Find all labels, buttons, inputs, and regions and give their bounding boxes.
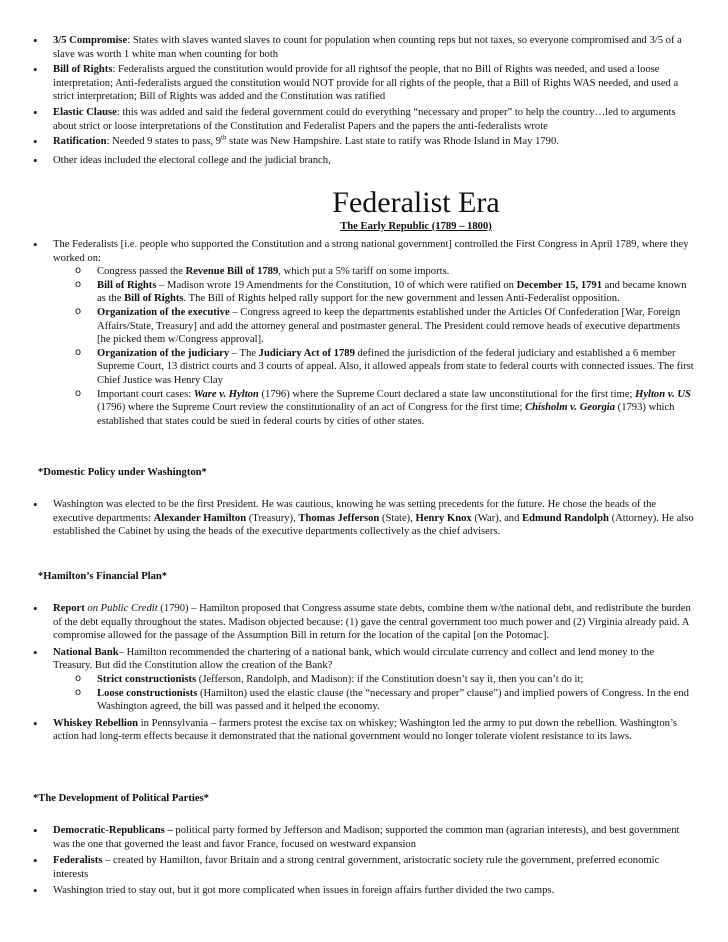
list-item: • Democratic-Republicans – political party formed by Jefferson and Madison; supported the common man (agrarian interests), and best government was the one that governed the least and favor France, focused on westward expansion (0, 824, 728, 851)
sub-list-item: o Bill of Rights – Madison wrote 19 Amendments for the Constitution, 10 of which were ratified on December 15, 1791 and became known as the Bill of Rights. The Bill of Rights helped rally support for the new government and lessen Anti-Federalist opposition. (53, 279, 694, 306)
hamilton-list (0, 602, 728, 744)
sub-list-item: o Strict constructionists (Jefferson, Randolph, and Madison): if the Constitution doesn’t say it, then you can’t do it; (53, 673, 694, 687)
sub-list-item: o Important court cases: Ware v. Hylton (1796) where the Supreme Court declared a state law unconstitutional for the first time; Hylton v. US (1796) where the Supreme Court review the constitutionality of an act of Congress for the first time; Chisholm v. Georgia (1793) which established that states could be sued in federal courts by cities of other states. (53, 388, 694, 429)
list-item: • Washington was elected to be the first President. He was cautious, knowing he was setting precedents for the future. He chose the heads of the executive departments: Alexander Hamilton (Treasury), Thomas Jefferson (State), Henry Knox (War), and Edmund Randolph (Attorney). He also established the Cabinet by using the heads of the executive departments collectively as the chief advisers. (0, 498, 728, 539)
list-item: • Whiskey Rebellion in Pennsylvania – farmers protest the excise tax on whiskey; Washington led the army to put down the rebellion. Washington’s action had long-term effects because it demonstrated that the national government would no longer tolerate violent resistance to its laws. (0, 717, 728, 744)
page-title: Federalist Era (332, 186, 500, 219)
section-heading-domestic: *Domestic Policy under Washington* (38, 467, 207, 478)
list-item: • 3/5 Compromise: States with slaves wanted slaves to count for population when counting reps but not taxes, so everyone compromised and 3/5 of a slave was worth 1 white man when counting for both (0, 34, 728, 61)
sub-list-item: o Organization of the executive – Congress agreed to keep the departments established under the Articles Of Confederation [War, Foreign Affairs/State, Treasury] and add the attorney general and postmaster general. The President could remove heads of executive departments [he picked them w/Congress approval]. (53, 306, 694, 347)
section-heading-hamilton: *Hamilton’s Financial Plan* (38, 571, 168, 582)
federalists-sublist (53, 265, 694, 428)
list-item: • Bill of Rights: Federalists argued the constitution would provide for all rightsof the people, that no Bill of Rights was needed, and used a loose interpretation; Anti-federalists argued the constitution would NOT provide for all rights of the people, that a Bill of Rights WAS needed, and used a strict interpretation; Bill of Rights was added and the Constitution was ratified (0, 63, 728, 104)
list-item: • Elastic Clause: this was added and said the federal government could do everything “necessary and proper” to help the country…led to arguments about strict or loose interpretations of the Constitution and Federalist Papers and the papers the anti-federalists wrote (0, 106, 728, 133)
parties-list (0, 824, 728, 898)
list-item: • Federalists – created by Hamilton, favor Britain and a strong central government, aristocratic society rule the government, preferred economic interests (0, 854, 728, 881)
page-subtitle: The Early Republic (1789 – 1800) (340, 221, 492, 232)
list-item: • Other ideas included the electoral college and the judicial branch, (0, 154, 728, 168)
sub-list-item: o Congress passed the Revenue Bill of 1789, which put a 5% tariff on some imports. (53, 265, 694, 279)
intro-list (0, 34, 728, 167)
bank-sublist (53, 673, 694, 714)
list-item: • Report on Public Credit (1790) – Hamilton proposed that Congress assume state debts, combine them w/the national debt, and redistribute the burden of the debt equally throughout the states. Madison objected because: (1) gave the central government too much power and (2) Virginia already paid. A compromise allowed for the passage of the Assumption Bill in return for the location of the capital [on the Potomac]. (0, 602, 728, 643)
federalists-list (0, 238, 728, 428)
domestic-list (0, 498, 728, 539)
sub-list-item: o Organization of the judiciary – The Judiciary Act of 1789 defined the jurisdiction of the federal judiciary and established a 6 member Supreme Court, 13 district courts and 3 courts of appeal. Also, it allowed appeals from state to federal courts with connected issues. The first Chief Justice was Henry Clay (53, 347, 694, 388)
list-item: • National Bank– Hamilton recommended the chartering of a national bank, which would circulate currency and collect and lend money to the Treasury. But did the Constitution allow the creation of the Bank? o Strict constructionists (Jefferson, Randolph, and Madison): if the Constitution doesn’t say it, then you can’t do it; o Loose constructionists (Hamilton) used the elastic clause (the “necessary and proper” clause”) and implied powers of Congress. In the end Washington agreed, the bill was passed and it helped the economy. (0, 646, 728, 714)
list-item: • Washington tried to stay out, but it got more complicated when issues in foreign affairs further divided the two camps. (0, 884, 728, 898)
list-item: • Ratification: Needed 9 states to pass, 9th state was New Hampshire. Last state to ratify was Rhode Island in May 1790. (0, 135, 728, 149)
sub-list-item: o Loose constructionists (Hamilton) used the elastic clause (the “necessary and proper” clause”) and implied powers of Congress. In the end Washington agreed, the bill was passed and it helped the economy. (53, 687, 694, 714)
list-item: • The Federalists [i.e. people who supported the Constitution and a strong national government] controlled the First Congress in April 1789, where they worked on: o Congress passed the Revenue Bill of 1789, which put a 5% tariff on some imports. o Bill of Rights – Madison wrote 19 Amendments for the Constitution, 10 of which were ratified on December 15, 1791 and became known as the Bill of Rights. The Bill of Rights helped rally support for the new government and lessen Anti-Federalist opposition. o Organization of the executive – Congress agreed to keep the departments established under the Articles Of Confederation [War, Foreign Affairs/State, Treasury] and add the attorney general and postmaster general. The President could remove heads of executive departments [he picked them w/Congress approval]. o Organization of the judiciary – The Judiciary Act of 1789 defined the jurisdiction of the federal judiciary and established a 6 member Supreme Court, 13 district courts and 3 courts of appeal. Also, it allowed appeals from state to federal courts with connected issues. The first Chief Justice was Henry Clay o Important court cases: Ware v. Hylton (1796) where the Supreme Court declared a state law unconstitutional for the first time; Hylton v. US (1796) where the Supreme Court review the constitutionality of an act of Congress for the first time; Chisholm v. Georgia (1793) which established that states could be sued in federal courts by cities of other states. (0, 238, 728, 428)
section-heading-parties: *The Development of Political Parties* (33, 793, 209, 804)
